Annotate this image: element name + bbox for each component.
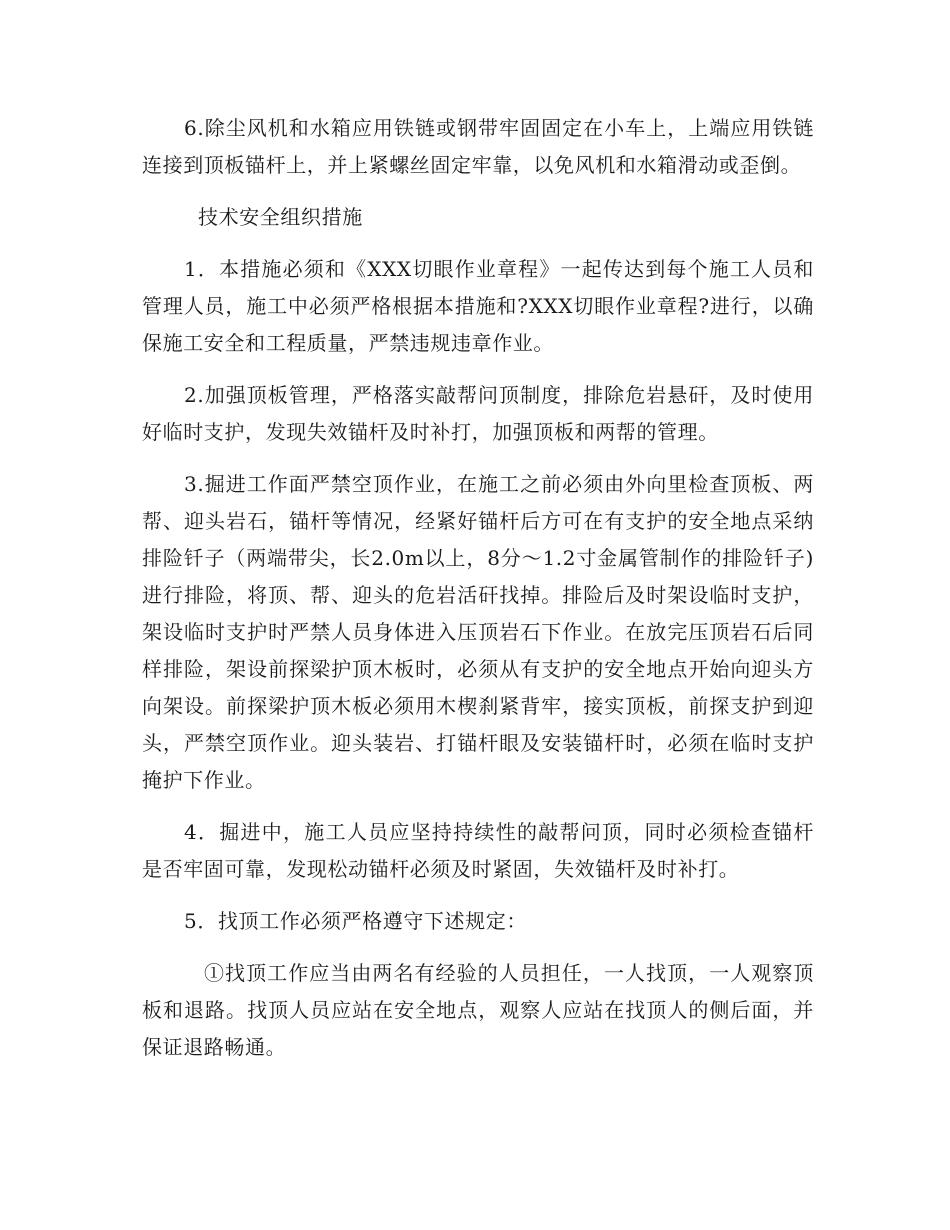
paragraph-item-3-no-empty-roof: 3.掘进工作面严禁空顶作业，在施工之前必须由外向里检查顶板、两帮、迎头岩石，锚杆等情况，经紧好锚杆后方可在有支护的安全地点采纳排险钎子（两端带尖，长2.0m以上，8分～1.2寸金属管制作的排险钎子)进行排险，将顶、帮、迎头的危岩活矸找掉。排险后及时架设临时支护，架设临时支护时严禁人员身体进入压顶岩石下作业。在放完压顶岩石后同样排险，架设前探梁护顶木板时，必须从有支护的安全地点开始向迎头方向架设。前探梁护顶木板必须用木楔刹紧背牢，接实顶板，前探支护到迎头，严禁空顶作业。迎头装岩、打锚杆眼及安装锚杆时，必须在临时支护掩护下作业。 [142, 472, 814, 792]
paragraph-item-4-check-bolts: 4．掘进中，施工人员应坚持持续性的敲帮问顶，同时必须检查锚杆是否牢固可靠，发现松动锚杆必须及时紧固，失效锚杆及时补打。 [142, 820, 814, 881]
section-heading-safety-measures: 技术安全组织措施 [198, 205, 363, 229]
paragraph-item-2-roof-management: 2.加强顶板管理，严格落实敲帮问顶制度，排除危岩悬矸，及时使用好临时支护，发现失效锚杆及时补打，加强顶板和两帮的管理。 [142, 383, 814, 444]
paragraph-item-5-roof-rules: 5．找顶工作必须严格遵守下述规定： [184, 909, 527, 933]
paragraph-item-1-communication: 1．本措施必须和《XXX切眼作业章程》一起传达到每个施工人员和管理人员，施工中必须严格根据本措施和?XXX切眼作业章程?进行，以确保施工安全和工程质量，严禁违规违章作业。 [142, 257, 814, 355]
paragraph-item-6-dust-fan: 6.除尘风机和水箱应用铁链或钢带牢固固定在小车上，上端应用铁链连接到顶板锚杆上，并上紧螺丝固定牢靠，以免风机和水箱滑动或歪倒。 [142, 116, 814, 177]
document-body [142, 110, 814, 1081]
paragraph-subitem-1-roof-team: ①找顶工作应当由两名有经验的人员担任，一人找顶，一人观察顶板和退路。找顶人员应站在安全地点，观察人应站在找顶人的侧后面，并保证退路畅通。 [142, 961, 814, 1059]
